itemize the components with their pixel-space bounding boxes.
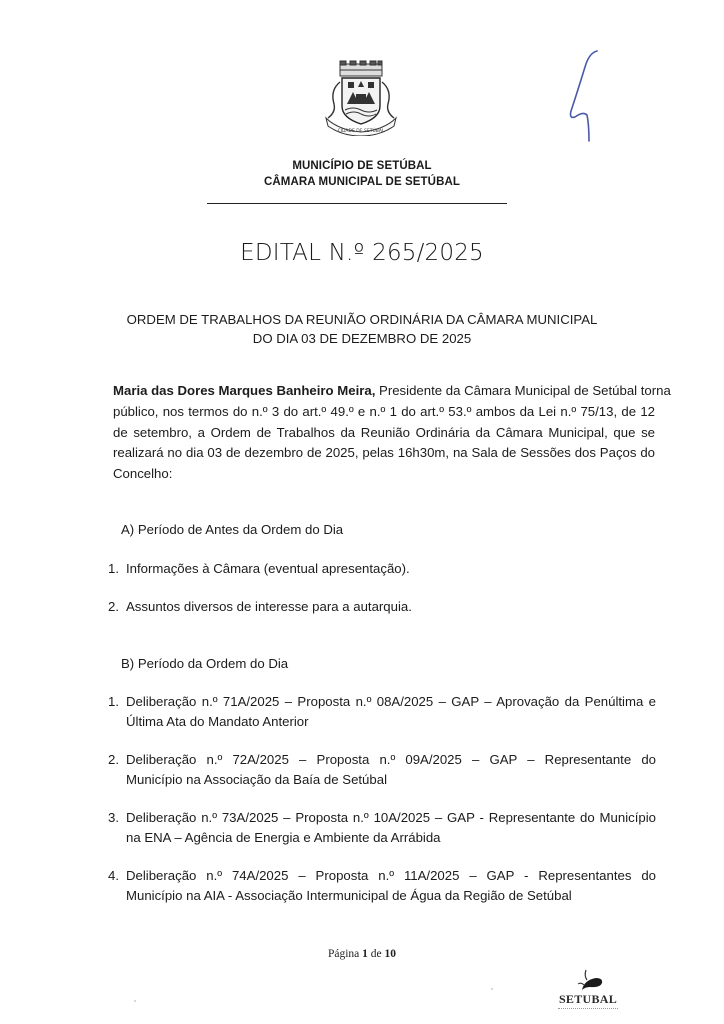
item-number: 1. [108, 561, 119, 576]
item-text: Deliberação n.º 71A/2025 – Proposta n.º 08A/2025 – GAP – Aprovação da Penúltima e [126, 694, 656, 709]
item-text: Município na Associação da Baía de Setúbal [126, 772, 387, 787]
section-heading-b: B) Período da Ordem do Dia [121, 656, 289, 671]
president-name: Maria das Dores Marques Banheiro Meira, [113, 383, 376, 398]
item-text: Deliberação n.º 72A/2025 – Proposta n.º 09A/2025 – GAP – Representante do [126, 752, 656, 767]
page-total: 10 [384, 948, 397, 960]
scan-artifact [491, 988, 493, 990]
intro-line: Maria das Dores Marques Banheiro Meira, Presidente da Câmara Municipal de Setúbal torna [113, 383, 671, 398]
item-number: 3. [108, 810, 119, 825]
agenda-item [108, 866, 656, 906]
page-label: Página [327, 948, 360, 960]
item-number: 2. [108, 599, 119, 614]
item-number: 2. [108, 752, 119, 767]
item-text: Deliberação n.º 73A/2025 – Proposta n.º 10A/2025 – GAP - Representante do Município [126, 810, 656, 825]
intro-line: realizará no dia 03 de dezembro de 2025, pelas 16h30m, na Sala de Sessões dos Paços do [113, 445, 655, 461]
agenda-item [108, 692, 656, 732]
item-text: Assuntos diversos de interesse para a autarquia. [126, 599, 412, 614]
setubal-footer-logo [552, 968, 624, 1016]
intro-line: público, nos termos do n.º 3 do art.º 49.º e n.º 1 do art.º 53.º ambos da Lei n.º 75/13, de 12 [113, 403, 655, 419]
page-current: 1 [362, 948, 368, 960]
header-divider [207, 203, 507, 204]
edital-title: EDITAL N.º 265/2025 [240, 240, 484, 266]
item-number: 1. [108, 694, 119, 709]
municipality-name: MUNICÍPIO DE SETÚBAL [292, 160, 432, 172]
setubal-logo-tagline [558, 1008, 618, 1011]
item-text: Deliberação n.º 74A/2025 – Proposta n.º 11A/2025 – GAP - Representantes do [126, 868, 656, 883]
item-number: 4. [108, 868, 119, 883]
setubal-logo-text: SETUBAL [558, 992, 618, 1006]
scan-artifact [134, 1000, 136, 1002]
page-of: de [370, 948, 382, 960]
crest-banner-text: CIDADE DE SETÚBAL [337, 129, 385, 134]
agenda-item [108, 808, 656, 848]
agenda-subtitle-line-2: DO DIA 03 DE DEZEMBRO DE 2025 [252, 331, 472, 346]
intro-line: Concelho: [113, 466, 173, 482]
item-text: Última Ata do Mandato Anterior [126, 714, 309, 729]
agenda-item [108, 750, 656, 790]
item-text: Município na AIA - Associação Intermunicipal de Água da Região de Setúbal [126, 888, 572, 903]
page-number [0, 948, 724, 960]
handwritten-page-mark [555, 45, 615, 145]
section-heading-a: A) Período de Antes da Ordem do Dia [121, 522, 344, 537]
agenda-subtitle-line-1: ORDEM DE TRABALHOS DA REUNIÃO ORDINÁRIA DA CÂMARA MUNICIPAL [126, 312, 598, 327]
council-name: CÂMARA MUNICIPAL DE SETÚBAL [263, 176, 461, 188]
item-text: na ENA – Agência de Energia e Ambiente da Arrábida [126, 830, 441, 845]
agenda-item [108, 597, 656, 617]
item-text: Informações à Câmara (eventual apresentação). [126, 561, 410, 576]
setubal-leaf-logo-icon [574, 968, 604, 994]
intro-paragraph [113, 381, 671, 485]
agenda-item [108, 559, 656, 579]
municipal-coat-of-arms-icon [318, 60, 404, 136]
intro-line: de setembro, a Ordem de Trabalhos da Reunião Ordinária da Câmara Municipal, que se [113, 424, 655, 440]
